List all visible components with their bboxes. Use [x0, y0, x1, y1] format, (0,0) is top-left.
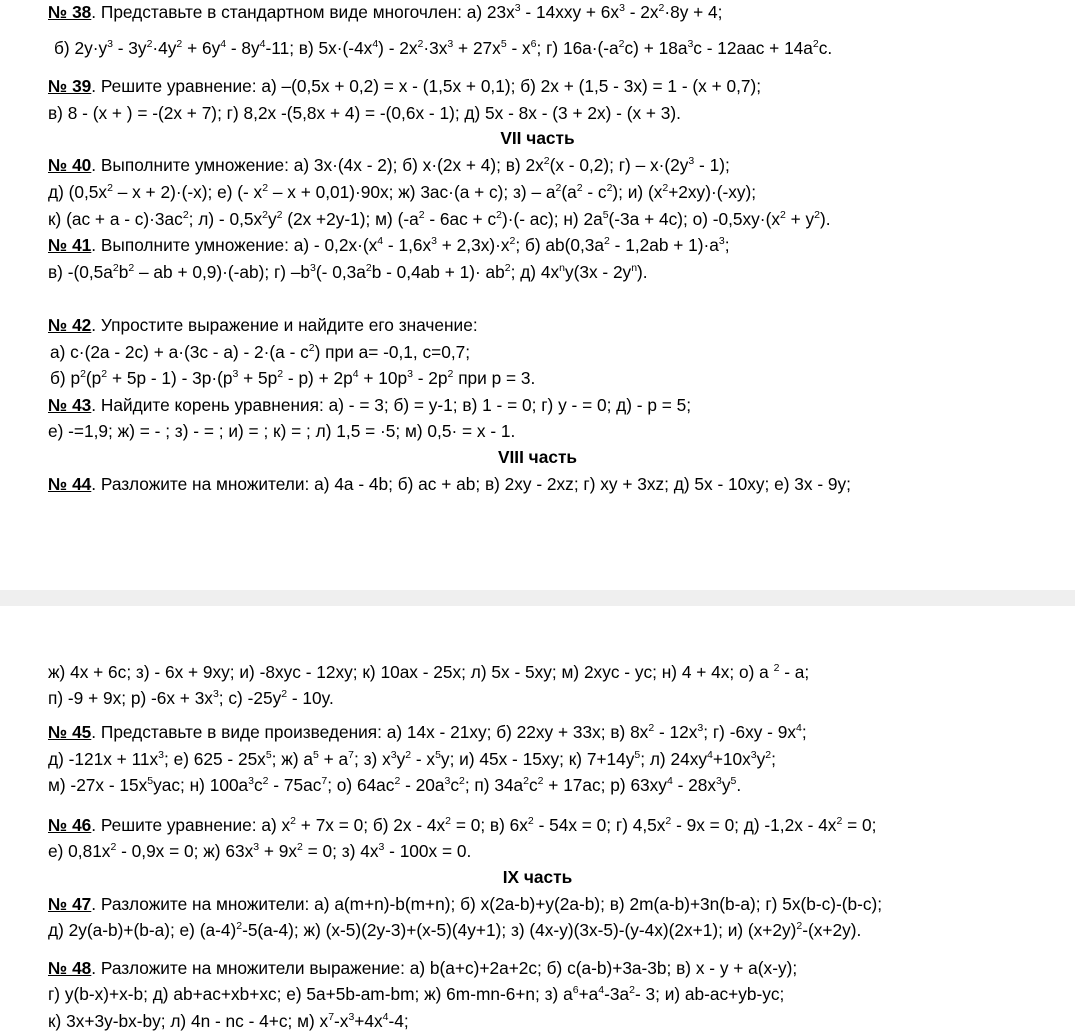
page-2 [0, 606, 1075, 1032]
exercise-41-line-1: № 41. Выполните умножение: $а) - 0,2x\cdot(x^4 - 1,6x^3 + 2,3x)\cdot x^2$; б) $ab(0,3a^2 - 1,2ab + 1)\cdot a^3$; [48, 235, 730, 255]
exercise-48-line-1: № 48. Разложите на множители выражение: а) b(a+c)+2a+2c; б) c(a-b)+3a-3b; в) x - y + a(x-y); [48, 958, 798, 978]
exercise-38-line-2: б) $2y\cdot y^3 - 3y^2\cdot 4y^2 + 6y^4 - 8y^4-11$; в) $5x\cdot(-4x^4) - 2x^2\cdot 3x^3 + 27x^5 - x^6$; г) $16a\cdot(-a^2c) + 18a^3c - 12aac + 14a^2c$. [54, 38, 833, 58]
exercise-43-line-1: № 43. Найдите корень уравнения: а) - = 3; б) = y-1; в) 1 - = 0; г) y - = 0; д) - p = 5; [48, 395, 692, 415]
exercise-41-line-2: в) $-(0,5a^2b^2$ – ab + 0,9)·(-ab); г) $-b^3(-$ $0,3a^2b - 0,4ab + 1)\cdot ab^2$; д) $4x^ny(3x - 2y^n)$. [48, 262, 648, 282]
page-separator [0, 590, 1075, 606]
exercise-46-line-2: е) $0,81x^2 - 0,9x = 0$; ж) $63x^3 + 9x^2 = 0$; з) $4x^3 - 100x = 0$. [48, 841, 472, 861]
exercise-40-line-1: № 40. Выполните умножение: а) 3x·(4x - 2); б) x·(2x + 4); в) $2x^2(x - 0,2)$; $г) - x\cdot(2y^3 - 1)$; [48, 155, 730, 175]
exercise-45-line-2: д) $-121x + 11x^3$; е) $625 - 25x^5$; ж) $a^5 + a^7$; з) $x^3y^2 - x^5y$; и) 45x - 15xy; к) $7+14y^5$; л) $24xy^4+10x^3y^2$; [48, 749, 776, 769]
exercise-38-line-1: № 38. Представьте в стандартном виде многочлен: а) $23x^3 - 14xxy + 6x^3 - 2x^2\cdot 8y + 4$; [48, 2, 723, 22]
exercise-45-line-3: м) $-27x - 15x^5yac$; н) $100a^3c^2 - 75ac^7$; о) $64ac^2 - 20a^3c^2$; п) $34a^2c^2 + 17ac$; р) $63xy^4 - 28x^3y^5$. [48, 775, 742, 795]
exercise-47-line-2: д) 2y(a-b)+(b-a); е) $(a-4)^2-5(a-4)$; ж) (x-5)(2y-3)+(x-5)(4y+1); з) (4x-y)(3x-5)-(y-4x)(2x+1); и) $(x+2y)^2-(x+2y)$. [48, 920, 862, 940]
exercise-47-line-1: № 47. Разложите на множители: а) a(m+n)-b(m+n); б) x(2a-b)+y(2a-b); в) 2m(a-b)+3n(b-a); г) 5x(b-c)-(b-c); [48, 894, 883, 914]
exercise-39-line-1: № 39. Решите уравнение: а) –(0,5x + 0,2) = x - (1,5x + 0,1); б) 2x + (1,5 - 3x) = 1 - (x + 0,7); [48, 76, 762, 96]
exercise-46-line-1: № 46. Решите уравнение: а) $x^2 + 7x = 0$; б) $2x - 4x^2 = 0$; в) $6x^2 - 54x = 0$; г) $4,5x^2 - 9x = 0$; д) $-1,2x - 4x^2 = 0$; [48, 815, 877, 835]
exercise-44-line-1: № 44. Разложите на множители: а) 4a - 4b; б) ac + ab; в) 2xy - 2xz; г) xy + 3xz; д) 5x - 10xy; е) 3x - 9y; [48, 474, 851, 494]
exercise-42-line-1: № 42. Упростите выражение и найдите его значение: [48, 315, 478, 335]
exercise-45-line-1: № 45. Представьте в виде произведения: а) 14x - 21xy; б) 22xy + 33x; в) $8x^2 - 12x^3$; г) $-6xy - 9x^4$; [48, 722, 807, 742]
section-heading-part-8: VIII часть [497, 447, 578, 467]
exercise-44-line-3: п) -9 + 9x; р) $-6x + 3x^3$; с) $-25y^2 - 10y$. [48, 688, 334, 708]
exercise-40-line-2: д) $(0,5x^2 - x + 2)\cdot(-x)$; е) (- $x^2 - x + 0,01)\cdot 90x$; ж) 3ac·(a + c); $з) - a^2(a^2 - c^2)$; и) $(x^2+2xy)\cdot(-xy)$; [48, 182, 757, 202]
exercise-42-line-3: б) $p^2(p^2 + 5p - 1) - 3p\cdot(p^3 + 5p^2 - p) + 2p^4 + 10p^3 - 2p^2$ при p = 3. [50, 368, 536, 388]
exercise-40-line-3: к) $(ac + a - c)\cdot 3ac^2$; $л) - 0,5x^2y^2$ (2x +2y-1); м) $(-a^2 - 6ac + c^2)\cdot(-$ ac); н) $2a^5(-3a + 4c)$; о) $-0,5xy\cdot(x^2 + y^2)$. [48, 209, 831, 229]
exercise-39-line-2: в) 8 - (x + ) = -(2x + 7); г) 8,2x -(5,8x + 4) = -(0,6x - 1); д) 5x - 8x - (3 + 2x) - (x + 3). [48, 103, 681, 123]
exercise-48-line-3: к) 3x+3y-bx-by; л) 4n - nc - 4+c; м) $x^7-x^3+4x^4-4$; [48, 1011, 409, 1031]
exercise-43-line-2: е) -=1,9; ж) = - ; з) - = ; и) = ; к) = ; л) 1,5 = ·5; м) 0,5· = x - 1. [48, 421, 516, 441]
exercise-42-line-2: а) $c\cdot(2a - 2c) + a\cdot(3c - a) - 2\cdot(a - c^2)$ при a= -0,1, c=0,7; [50, 342, 471, 362]
section-heading-part-9: IX часть [502, 867, 573, 887]
exercise-44-line-2: ж) 4x + 6c; з) - 6x + 9xy; и) -8xyc - 12xy; к) 10ax - 25x; л) 5x - 5xy; м) 2xyc - yc; н) 4 + 4x; о) a $^2$ - a; [48, 662, 810, 682]
exercise-48-line-2: г) y(b-x)+x-b; д) ab+ac+xb+xc; е) 5a+5b-am-bm; ж) 6m-mn-6+n; з) $a^6+a^4-3a^2-$ 3; и) ab-ac+yb-yc; [48, 984, 785, 1004]
section-heading-part-7: VII часть [500, 128, 575, 148]
